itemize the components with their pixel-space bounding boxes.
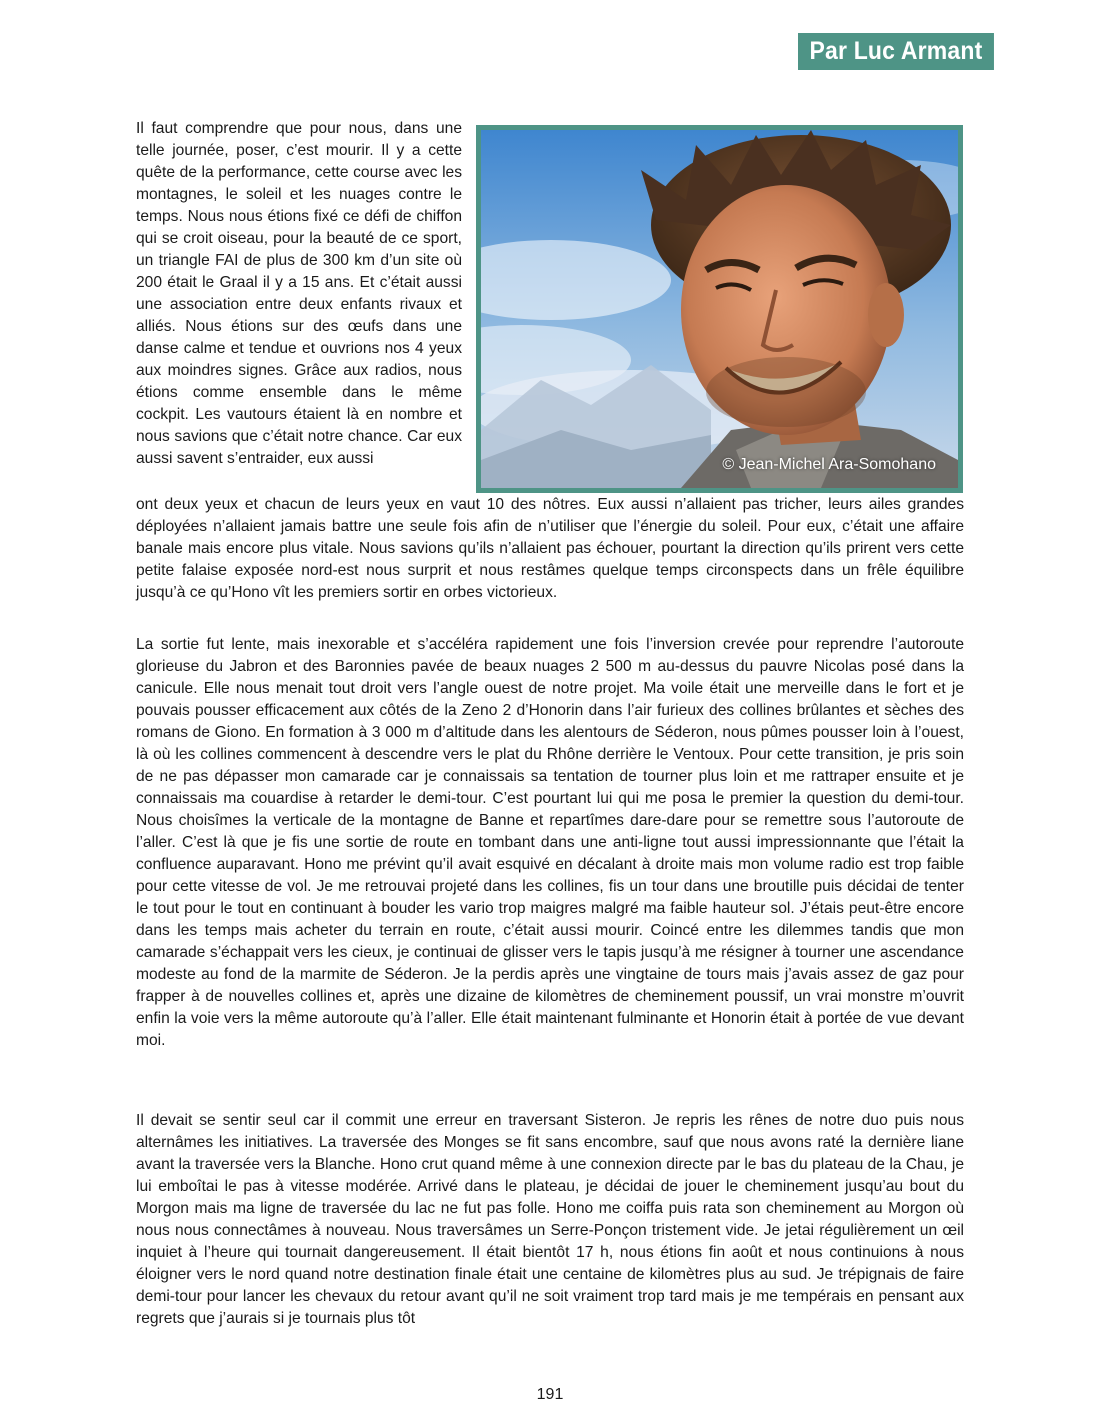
photo-credit: © Jean-Michel Ara-Somohano [722, 456, 936, 473]
paragraph-1-continued: ont deux yeux et chacun de leurs yeux en vaut 10 des nôtres. Eux aussi n’allaient pas tricher, leurs ailes grandes déployées n’allaient jamais battre une seule fois afin de n’utiliser que l’énergie du soleil. Pour eux, c’était une affaire banale mais encore plus vitale. Nous savions qu’ils n’allaient pas échouer, pourtant la direction qu’ils prirent vers cette petite falaise exposée nord-est nous surprit et nous restâmes quelque temps circonspects dans un frêle équilibre jusqu’à ce qu’Hono vît les premiers sortir en orbes victorieux. [136, 496, 964, 601]
portrait-photo [476, 125, 963, 493]
portrait-illustration [481, 130, 958, 488]
paragraph-2: La sortie fut lente, mais inexorable et s’accéléra rapidement une fois l’inversion crevée pour reprendre l’autoroute glorieuse du Jabron et des Baronnies pavée de beaux nuages 2 500 m au-dessus du pauvre Nicolas posé dans la canicule. Elle nous menait tout droit vers l’angle ouest de notre projet. Ma voile était une merveille dans le fort et je pouvais pousser efficacement aux côtés de la Zeno 2 d’Honorin dans l’air furieux des collines brûlantes et sèches des romans de Giono. En formation à 3 000 m d’altitude dans les alentours de Séderon, nous pûmes pousser loin à l’ouest, là où les collines commencent à descendre vers le plat du Rhône derrière le Ventoux. Pour cette transition, je pris soin de ne pas dépasser mon camarade car je connaissais sa tentation de tourner plus loin et me rattraper ensuite et je connaissais ma couardise à retarder le demi-tour. C’est pourtant lui qui me posa le premier la question du demi-tour. Nous choisîmes la verticale de la montagne de Banne et repartîmes dare-dare pour se remettre sous l’autoroute de l’aller. C’est là que je fis une sortie de route en tombant dans une anti-ligne tout aussi impressionnante que l’était la confluence auparavant. Hono me prévint qu’il avait esquivé en décalant à droite mais mon volume radio est trop faible pour cette vitesse de vol. Je me retrouvai projeté dans les collines, fis un tour dans une broutille puis décidai de tenter le tout pour le tout en continuant à bouder les vario trop maigres malgré ma faible hauteur sol. J’étais peut-être encore dans les temps mais acheter du terrain en route, c’était aussi mourir. Coincé entre les dilemmes tandis que mon camarade s’échappait vers les cieux, je continuai de glisser vers le tapis jusqu’à me résigner à tourner une ascendance modeste au fond de la marmite de Séderon. Je la perdis après une vingtaine de tours mais j’avais assez de gaz pour frapper à de nouvelles collines et, après une dizaine de kilomètres de cheminement poussif, un vrai monstre m’ouvrit enfin la voie vers la même autoroute qu’à l’aller. Elle était maintenant fulminante et Honorin était à portée de vue devant moi. [136, 636, 964, 1049]
paragraph-3: Il devait se sentir seul car il commit une erreur en traversant Sisteron. Je repris les rênes de notre duo puis nous alternâmes les initiatives. La traversée des Monges se fit sans encombre, sauf que nous avons raté la dernière liane avant la traversée vers la Blanche. Hono crut quand même à une connexion directe par le bas du plateau de la Chau, je lui emboîtai le pas à vitesse modérée. Arrivé dans le plateau, je décidai de jouer le cheminement jusqu’au bout du Morgon mais ma ligne de traversée du lac ne fut pas folle. Hono me coiffa puis rata son cheminement au Morgon où nous nous connectâmes à nouveau. Nous traversâmes un Serre-Ponçon tristement vide. Je jetai régulièrement un œil inquiet à l’heure qui tournait dangereusement. Il était bientôt 17 h, nous étions fin août et nous continuions à nous éloigner vers le nord quand notre destination finale était une centaine de kilomètres plus au sud. Je trépignais de faire demi-tour pour lancer les chevaux du retour avant qu’il ne soit vraiment trop tard mais je me tempérais en pensant aux regrets que j’aurais si je tournais plus tôt [136, 1112, 964, 1327]
author-banner: Par Luc Armant [798, 33, 994, 70]
paragraph-1-column: Il faut comprendre que pour nous, dans une telle journée, poser, c’est mourir. Il y a cette quête de la performance, cette course avec les montagnes, le soleil et les nuages contre le temps. Nous nous étions fixé ce défi de chiffon qui se croit oiseau, pour la beauté de ce sport, un triangle FAI de plus de 300 km d’un site où 200 était le Graal il y a 15 ans. Et c’était aussi une association entre deux enfants rivaux et alliés. Nous étions sur des œufs dans une danse calme et tendue et ouvrions nos 4 yeux aux moindres signes. Grâce aux radios, nous étions comme ensemble dans le même cockpit. Les vautours étaient là en nombre et nous savions que c’était notre chance. Car eux aussi savent s’entraider, eux aussi [136, 120, 462, 467]
page-number: 191 [536, 1386, 564, 1403]
